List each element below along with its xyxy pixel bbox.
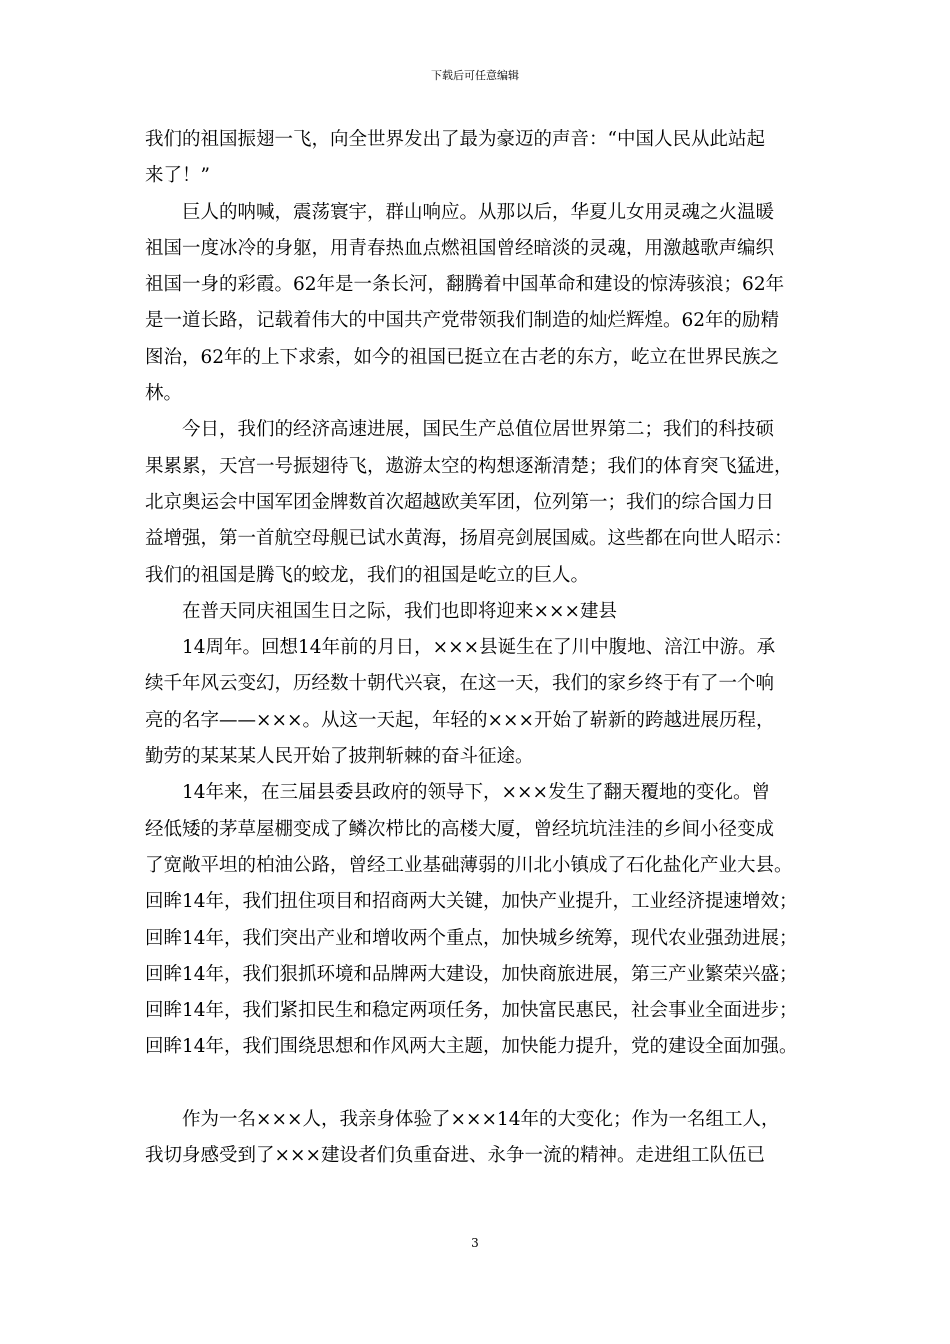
text-line: 林。	[145, 383, 183, 405]
paragraph-first-line: 作为一名×××人，我亲身体验了×××14年的大变化；作为一名组工人，	[182, 1108, 780, 1130]
paragraph-first-line: 巨人的呐喊，震荡寰宇，群山响应。从那以后，华夏儿女用灵魂之火温暖	[182, 201, 775, 223]
text-line: 亮的名字——×××。从这一天起，年轻的×××开始了崭新的跨越进展历程，	[145, 709, 775, 731]
text-line: 回眸14年，我们突出产业和增收两个重点，加快城乡统筹，现代农业强劲进展；	[145, 927, 798, 949]
paragraph-first-line: 14周年。回想14年前的月日，×××县诞生在了川中腹地、涪江中游。承	[182, 637, 776, 659]
text-line: 勤劳的某某某人民开始了披荆斩棘的奋斗征途。	[145, 746, 534, 768]
text-line: 来了！”	[145, 165, 210, 187]
text-line: 果累累，天宫一号振翅待飞，遨游太空的构想逐渐清楚；我们的体育突飞猛进，	[145, 455, 793, 477]
paragraph-first-line: 今日，我们的经济高速进展，国民生产总值位居世界第二；我们的科技硕	[182, 419, 775, 441]
text-line: 经低矮的茅草屋棚变成了鳞次栉比的高楼大厦，曾经坑坑洼洼的乡间小径变成	[145, 818, 775, 840]
page-header: 下载后可任意编辑	[431, 69, 519, 82]
text-line: 了宽敞平坦的柏油公路，曾经工业基础薄弱的川北小镇成了石化盐化产业大县。	[145, 854, 793, 876]
text-line: 是一道长路，记载着伟大的中国共产党带领我们制造的灿烂辉煌。62年的励精	[145, 310, 780, 332]
text-line: 北京奥运会中国军团金牌数首次超越欧美军团，位列第一；我们的综合国力日	[145, 491, 775, 513]
text-line: 我们的祖国是腾飞的蛟龙，我们的祖国是屹立的巨人。	[145, 564, 590, 586]
paragraph-spacer	[145, 1066, 815, 1102]
page-number: 3	[471, 1236, 479, 1250]
text-line: 益增强，第一首航空母舰已试水黄海，扬眉亮剑展国威。这些都在向世人昭示：	[145, 528, 793, 550]
text-line: 回眸14年，我们围绕思想和作风两大主题，加快能力提升，党的建设全面加强。	[145, 1036, 798, 1058]
paragraph-first-line: 在普天同庆祖国生日之际，我们也即将迎来×××建县	[182, 600, 618, 622]
text-line: 回眸14年，我们紧扣民生和稳定两项任务，加快富民惠民，社会事业全面进步；	[145, 1000, 798, 1022]
text-line: 回眸14年，我们狠抓环境和品牌两大建设，加快商旅进展，第三产业繁荣兴盛；	[145, 963, 798, 985]
text-line: 我切身感受到了×××建设者们负重奋进、永争一流的精神。走进组工队伍已	[145, 1145, 766, 1167]
text-line: 祖国一身的彩霞。62年是一条长河，翻腾着中国革命和建设的惊涛骇浪；62年	[145, 274, 785, 296]
text-line: 续千年风云变幻，历经数十朝代兴衰，在这一天，我们的家乡终于有了一个响	[145, 673, 775, 695]
text-line: 祖国一度冰冷的身躯，用青春热血点燃祖国曾经暗淡的灵魂，用激越歌声编织	[145, 237, 775, 259]
text-line: 图治，62年的上下求索，如今的祖国已挺立在古老的东方，屹立在世界民族之	[145, 346, 780, 368]
text-line: 回眸14年，我们扭住项目和招商两大关键，加快产业提升，工业经济提速增效；	[145, 891, 798, 913]
paragraph-first-line: 14年来，在三届县委县政府的领导下，×××发生了翻天覆地的变化。曾	[182, 782, 771, 804]
text-line: 我们的祖国振翅一飞，向全世界发出了最为豪迈的声音：“中国人民从此站起	[145, 129, 765, 150]
document-body	[145, 122, 815, 1174]
